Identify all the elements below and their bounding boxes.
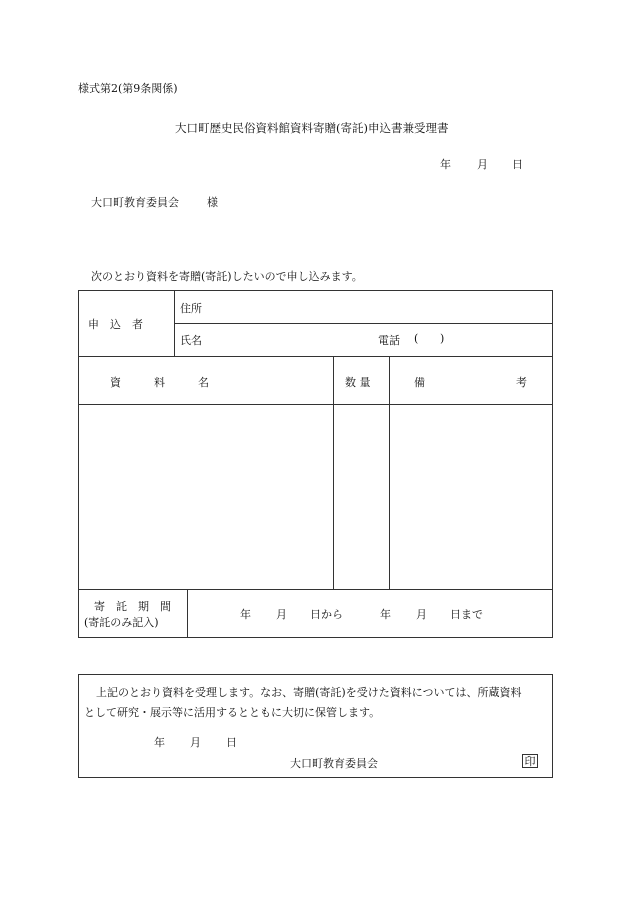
seal-mark: 印 [522, 754, 538, 768]
phone-open-paren: ( [414, 332, 419, 345]
deposit-from-year: 年 [240, 608, 251, 621]
receipt-text-line-2: として研究・展示等に活用するとともに大切に保管します。 [84, 706, 381, 719]
intro-text: 次のとおり資料を寄贈(寄託)したいので申し込みます。 [91, 270, 363, 283]
receipt-issuer: 大口町教育委員会 [290, 757, 378, 770]
application-table [78, 290, 553, 638]
applicant-label: 申 込 者 [88, 318, 143, 331]
deposit-to-day: 日まで [450, 608, 483, 621]
column-remarks-1: 備 [414, 376, 425, 389]
deposit-from-day: 日から [310, 608, 343, 621]
deposit-to-year: 年 [380, 608, 391, 621]
receipt-month: 月 [190, 736, 201, 749]
receipt-day: 日 [226, 736, 237, 749]
column-remarks-2: 考 [516, 376, 527, 389]
phone-label: 電話 [378, 334, 400, 347]
deposit-from-month: 月 [276, 608, 287, 621]
deposit-period-label: 寄 託 期 間 [94, 600, 171, 613]
date-day: 日 [512, 158, 523, 171]
addressee-honorific: 様 [207, 196, 218, 209]
name-label: 氏名 [180, 334, 202, 347]
receipt-text-line-1: 上記のとおり資料を受理します。なお、寄贈(寄託)を受けた資料については、所蔵資料 [96, 686, 522, 699]
column-item-name: 資 料 名 [110, 376, 209, 389]
phone-close-paren: ) [440, 332, 445, 345]
column-quantity: 数 量 [345, 376, 371, 389]
deposit-to-month: 月 [416, 608, 427, 621]
page-title: 大口町歴史民俗資料館資料寄贈(寄託)申込書兼受理書 [175, 121, 449, 135]
deposit-period-note: (寄託のみ記入) [84, 616, 159, 629]
form-number: 様式第2(第9条関係) [78, 82, 178, 95]
date-year: 年 [440, 158, 451, 171]
receipt-year: 年 [154, 736, 165, 749]
address-label: 住所 [180, 302, 202, 315]
addressee-name: 大口町教育委員会 [91, 196, 179, 209]
date-month: 月 [477, 158, 488, 171]
